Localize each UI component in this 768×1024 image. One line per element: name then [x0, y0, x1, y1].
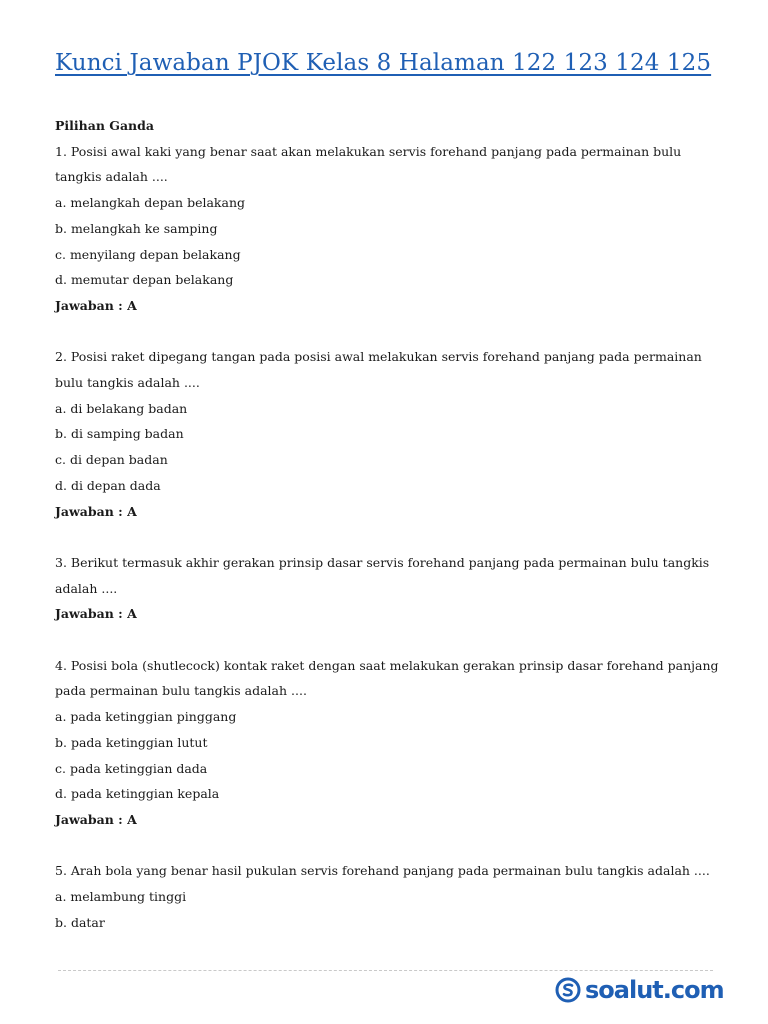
question-1 — [55, 139, 720, 319]
option-b: b. melangkah ke samping — [55, 220, 218, 236]
page-title[interactable]: Kunci Jawaban PJOK Kelas 8 Halaman 122 123 124 125 — [55, 50, 712, 76]
option-d: d. pada ketinggian kepala — [55, 786, 220, 802]
question-2 — [55, 344, 720, 524]
option-b: b. pada ketinggian lutut — [55, 734, 208, 750]
answer-key: Jawaban : A — [55, 606, 137, 622]
option-c: c. pada ketinggian dada — [55, 760, 208, 776]
question-5 — [55, 858, 720, 935]
soalut-logo[interactable] — [555, 976, 724, 1004]
option-a: a. melambung tinggi — [55, 889, 187, 905]
question-4 — [55, 653, 720, 833]
option-d: d. memutar depan belakang — [55, 272, 234, 288]
option-d: d. di depan dada — [55, 477, 161, 493]
option-c: c. di depan badan — [55, 452, 168, 468]
question-text: 4. Posisi bola (shutlecock) kontak raket dengan saat melakukan gerakan prinsip dasar forehand panjang pada permainan bulu tangkis adalah .... — [55, 657, 719, 699]
option-a: a. melangkah depan belakang — [55, 195, 246, 211]
answer-key: Jawaban : A — [55, 503, 137, 519]
question-text: 3. Berikut termasuk akhir gerakan prinsip dasar servis forehand panjang pada permainan bulu tangkis adalah .... — [55, 554, 710, 596]
option-b: b. datar — [55, 914, 105, 930]
footer-divider — [58, 970, 713, 971]
option-c: c. menyilang depan belakang — [55, 246, 241, 262]
option-a: a. pada ketinggian pinggang — [55, 709, 237, 725]
option-b: b. di samping badan — [55, 426, 184, 442]
document-page — [55, 50, 720, 935]
question-text: 2. Posisi raket dipegang tangan pada posisi awal melakukan servis forehand panjang pada permainan bulu tangkis adalah .... — [55, 349, 702, 391]
question-3 — [55, 550, 720, 627]
logo-text: soalut.com — [585, 976, 724, 1004]
answer-key: Jawaban : A — [55, 297, 137, 313]
option-a: a. di belakang badan — [55, 400, 188, 416]
question-text: 1. Posisi awal kaki yang benar saat akan melakukan servis forehand panjang pada permainan bulu tangkis adalah .... — [55, 143, 682, 185]
answer-key: Jawaban : A — [55, 811, 137, 827]
soalut-s-icon — [555, 977, 581, 1003]
section-heading: Pilihan Ganda — [55, 118, 154, 133]
question-text: 5. Arah bola yang benar hasil pukulan servis forehand panjang pada permainan bulu tangkis adalah .... — [55, 863, 710, 879]
